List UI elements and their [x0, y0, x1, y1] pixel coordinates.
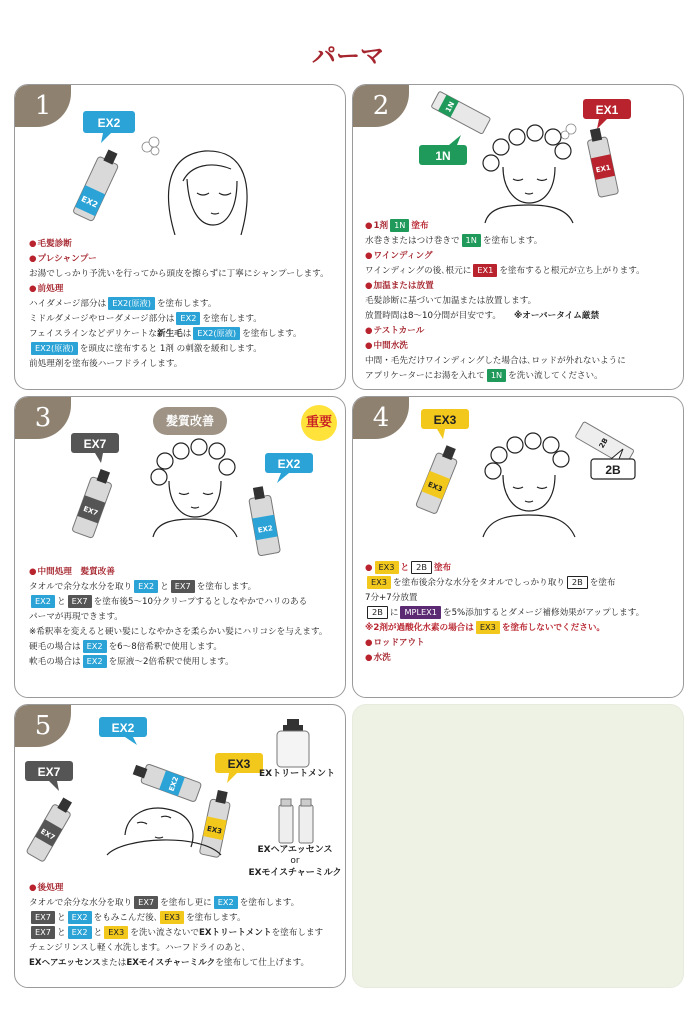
- spray-bottle-icon: [416, 443, 462, 514]
- step-2-illustration: [353, 85, 683, 225]
- ex2-bubble: [99, 717, 147, 745]
- post-line-4: チェンジリンスし軽く水洗します。ハーフドライのあと､: [29, 943, 247, 954]
- hair-improvement-badge: 髪質改善: [153, 407, 227, 435]
- heading-ex3-2b: ● EX3 と 2B 塗布: [365, 562, 452, 573]
- heading-test-curl: ● テストカール: [365, 324, 645, 339]
- 1n-bubble: [419, 135, 467, 165]
- svg-text:EX7: EX7: [83, 437, 107, 451]
- foam-icon: [561, 124, 576, 139]
- spray-bottle-icon: [73, 147, 123, 222]
- svg-text:EX7: EX7: [82, 504, 100, 518]
- heading-diagnosis: ● 毛髪診断: [29, 237, 329, 252]
- 1n-tag: 1N: [462, 234, 481, 247]
- overtime-note: ※オーバータイム厳禁: [513, 311, 600, 322]
- ex3-tag: EX3: [160, 911, 184, 924]
- 1n-tag: 1N: [487, 369, 506, 382]
- step-4-illustration: [353, 397, 683, 547]
- ex2-tag: EX2: [83, 640, 107, 653]
- pump-bottle-icon: [277, 719, 309, 767]
- 2b-tag: 2B: [411, 561, 432, 574]
- mid-treatment-line-4: ※希釈率を変えると硬い髪にしなやかさを柔らかい髪にハリコシを与えます。: [29, 627, 328, 638]
- step-number: 3: [15, 397, 71, 439]
- mid-treatment-line-1: タオルで余分な水分を取り EX2 と EX7 を塗布します。: [29, 581, 257, 593]
- step-number: 5: [15, 705, 71, 747]
- mid-treatment-line-3: パーマが再現できます。: [29, 612, 123, 623]
- 1n-bottle-icon: [431, 91, 491, 134]
- step-5-panel: [14, 704, 346, 988]
- ex7-tag: EX7: [31, 911, 55, 924]
- essence-bottles-icon: [279, 799, 313, 843]
- post-line-2: EX7 と EX2 をもみこんだ後､ EX3 を塗布します。: [29, 911, 323, 926]
- post-line-3: EX7 と EX2 と EX3 を洗い流さないでEXトリートメントを塗布します: [29, 926, 323, 941]
- ex2-tag: EX2: [31, 595, 55, 608]
- ex2-bubble: [265, 453, 313, 483]
- ex7-tag: EX7: [171, 580, 195, 593]
- ex7-bubble: [71, 433, 119, 463]
- woman-curlers-illustration: [483, 433, 575, 537]
- step-number: 2: [353, 85, 409, 127]
- svg-text:EX3: EX3: [433, 413, 457, 427]
- mid-treatment-line-5: 硬毛の場合は EX2 を6～8倍希釈で使用します。: [29, 641, 222, 653]
- heading-agent1: ● 1剤 1N 塗布: [365, 219, 645, 234]
- ex2-tag: EX2: [83, 655, 107, 668]
- svg-text:EX1: EX1: [595, 163, 612, 175]
- heating-text-1: 毛髪診断に基づいて加温または放置します。: [365, 296, 537, 307]
- ex-treatment-label: EXトリートメント: [259, 769, 335, 779]
- post-line-5: EXヘアエッセンスまたはEXモイスチャーミルクを塗布して仕上げます。: [29, 958, 310, 969]
- pretreat-line-1: ハイダメージ部分は EX2(原液) を塗布します。: [29, 298, 217, 310]
- svg-text:2B: 2B: [605, 463, 621, 477]
- ex-essence-label: EXヘアエッセンス or EXモイスチャーミルク: [248, 845, 342, 878]
- svg-text:EX2: EX2: [167, 775, 181, 793]
- heading-post-treatment: ● 後処理: [29, 881, 323, 896]
- woman-curlers-illustration: [483, 125, 573, 223]
- ex2-tag: EX2(原液): [31, 342, 78, 355]
- heading-winding: ● ワインディング: [365, 249, 645, 264]
- svg-text:EX3: EX3: [227, 757, 251, 771]
- step-4-panel: [352, 396, 684, 698]
- heading-heating: ● 加温または放置: [365, 279, 645, 294]
- winding-text: ワインディングの後､根元に EX1 を塗布すると根元が立ち上がります。: [365, 265, 645, 277]
- 1n-tag: 1N: [390, 219, 409, 232]
- heating-text-2: 放置時間は8～10分間が目安です。 ※オーバータイム厳禁: [365, 311, 600, 322]
- step-1-panel: [14, 84, 346, 390]
- ex2-bubble-label: EX2: [97, 116, 121, 130]
- 2b-tag: 2B: [367, 606, 388, 619]
- ex2-bubble: [83, 111, 135, 143]
- svg-text:EX2: EX2: [257, 524, 274, 535]
- heading-rod-out: ● ロッドアウト: [365, 636, 644, 651]
- svg-text:EX2: EX2: [79, 194, 100, 210]
- ex3-tag: EX3: [104, 926, 128, 939]
- ex7-bubble: [25, 761, 73, 791]
- step-2-panel: [352, 84, 684, 390]
- ex2-tag: EX2(原液): [108, 297, 155, 310]
- ex7-tag: EX7: [68, 595, 92, 608]
- heading-preshampoo: ● プレシャンプー: [29, 252, 329, 267]
- mid-treatment-line-2: EX2 と EX7 を塗布後5～10分クリープするとしなやかでハリのある: [29, 595, 328, 610]
- ex1-bubble: [583, 99, 631, 129]
- pretreat-line-4: EX2(原液) を頭皮に塗布すると 1剤 の刺激を緩和します。: [29, 342, 329, 357]
- heading-pretreatment: ● 前処理: [29, 282, 329, 297]
- step-3-panel: [14, 396, 346, 698]
- svg-text:EX3: EX3: [206, 824, 223, 836]
- spray-bottle-icon: [247, 485, 280, 556]
- ex3-warning: ※2剤が過酸化水素の場合は EX3 を塗布しないでください。: [365, 622, 606, 634]
- ex3-tag: EX3: [375, 561, 399, 574]
- svg-text:1N: 1N: [435, 149, 451, 163]
- spray-bottle-icon: [26, 795, 76, 862]
- svg-text:EX1: EX1: [595, 103, 619, 117]
- ex2-tag: EX2: [214, 896, 238, 909]
- preshampoo-text: お湯でしっかり予洗いを行ってから頭皮を擦らずに丁寧にシャンプーします。: [29, 269, 329, 280]
- step-number: 4: [353, 397, 409, 439]
- step-number: 1: [15, 85, 71, 127]
- pretreat-line-3: フェイスラインなどデリケートな新生毛は EX2(原液) を塗布します。: [29, 328, 302, 340]
- mid-rinse-text-1: 中間・毛先だけワインディングした場合は､ロッドが外れないように: [365, 356, 626, 367]
- mplex1-tag: MPLEX1: [400, 606, 441, 619]
- important-badge: 重要: [301, 405, 337, 441]
- spray-bottle-icon: [199, 789, 232, 858]
- step-1-illustration: [15, 85, 345, 235]
- spray-bottle-icon: [131, 760, 202, 802]
- mid-treatment-line-6: 軟毛の場合は EX2 を原液～2倍希釈で使用します。: [29, 656, 234, 668]
- spray-bottle-icon: [72, 467, 116, 538]
- ex2-tag: EX2: [68, 911, 92, 924]
- empty-panel: [352, 704, 684, 988]
- page-title: パーマ: [312, 41, 384, 70]
- post-line-1: タオルで余分な水分を取り EX7 を塗布し更に EX2 を塗布します。: [29, 897, 300, 909]
- svg-text:EX7: EX7: [37, 765, 61, 779]
- agent1-text: 水巻きまたはつけ巻きで 1N を塗布します。: [365, 235, 543, 247]
- ex3-bubble: [421, 409, 469, 439]
- heading-rinse: ● 水洗: [365, 651, 644, 666]
- woman-curlers-illustration: [151, 439, 237, 537]
- mid-rinse-text-2: アプリケーターにお湯を入れて 1N を洗い流してください。: [365, 370, 603, 382]
- 2b-tag: 2B: [567, 576, 588, 589]
- ex2-tag: EX2(原液): [193, 327, 240, 340]
- ex3-tag: EX3: [367, 576, 391, 589]
- svg-text:EX2: EX2: [277, 457, 301, 471]
- ex1-tag: EX1: [473, 264, 497, 277]
- ex3-line-3: 2B に MPLEX1 を5%添加するとダメージ補修効果がアップします。: [365, 606, 644, 621]
- pretreat-line-5: 前処理剤を塗布後ハーフドライします。: [29, 359, 183, 370]
- svg-text:EX7: EX7: [39, 827, 57, 842]
- woman-face-illustration: [169, 151, 247, 235]
- ex7-tag: EX7: [134, 896, 158, 909]
- svg-text:EX3: EX3: [426, 480, 444, 494]
- svg-text:2B: 2B: [597, 436, 610, 450]
- ex2-tag: EX2: [134, 580, 158, 593]
- ex2-tag: EX2: [68, 926, 92, 939]
- svg-text:EX2: EX2: [111, 721, 135, 735]
- ex3-line-2: 7分+7分放置: [365, 593, 418, 604]
- heading-mid-treatment: ● 中間処理 髪質改善: [29, 565, 328, 580]
- ex3-line-1: EX3 を塗布後余分な水分をタオルでしっかり取り 2B を塗布: [365, 576, 644, 591]
- pretreat-line-2: ミドルダメージやローダメージ部分は EX2 を塗布します。: [29, 313, 262, 325]
- ex2-tag: EX2: [176, 312, 200, 325]
- svg-text:1N: 1N: [444, 100, 457, 114]
- ex7-tag: EX7: [31, 926, 55, 939]
- ex3-tag: EX3: [476, 621, 500, 634]
- heading-mid-rinse: ● 中間水洗: [365, 339, 645, 354]
- foam-icon: [142, 137, 159, 155]
- spray-bottle-icon: [585, 127, 619, 198]
